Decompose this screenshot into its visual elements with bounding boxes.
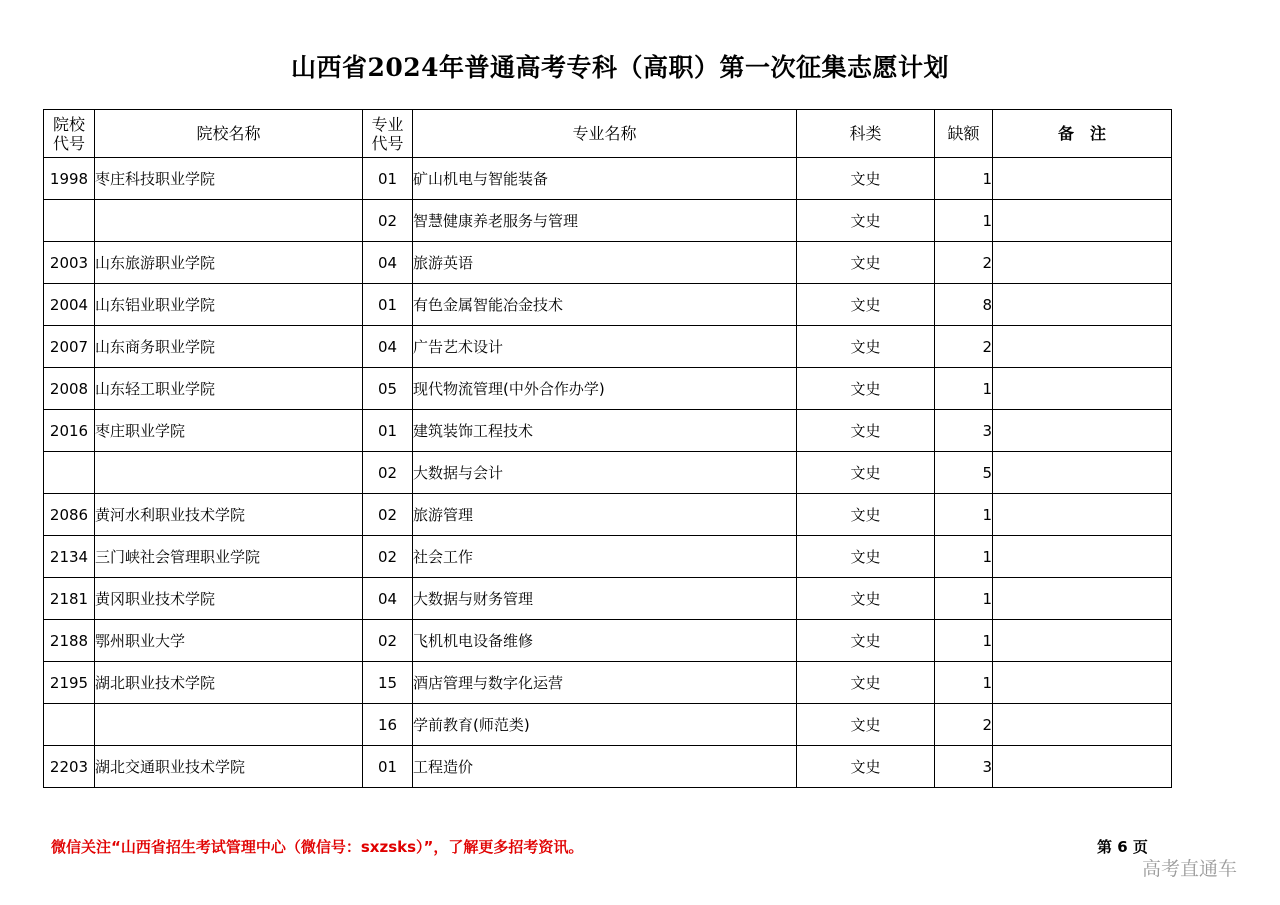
- remarks-cell: [993, 536, 1172, 578]
- vacancy-cell: 1: [935, 494, 993, 536]
- major-code-cell: 01: [363, 284, 413, 326]
- major-code-cell: 15: [363, 662, 413, 704]
- school-name-cell: [95, 704, 363, 746]
- school-code-cell: 2195: [44, 662, 95, 704]
- remarks-cell: [993, 746, 1172, 788]
- major-code-cell: 04: [363, 326, 413, 368]
- school-code-cell: [44, 200, 95, 242]
- major-name-cell: 社会工作: [413, 536, 797, 578]
- vacancy-cell: 3: [935, 746, 993, 788]
- major-code-cell: 01: [363, 746, 413, 788]
- vacancy-cell: 1: [935, 200, 993, 242]
- watermark-text: 高考直通车: [1142, 858, 1238, 880]
- header-major-code: 专业代号: [363, 110, 413, 158]
- vacancy-cell: 1: [935, 620, 993, 662]
- table-row: [44, 200, 1172, 242]
- plan-table: [43, 109, 1172, 788]
- table-row: [44, 662, 1172, 704]
- vacancy-cell: 1: [935, 578, 993, 620]
- school-code-cell: 2008: [44, 368, 95, 410]
- major-code-cell: 16: [363, 704, 413, 746]
- category-cell: 文史: [797, 242, 935, 284]
- major-code-cell: 04: [363, 242, 413, 284]
- remarks-cell: [993, 368, 1172, 410]
- vacancy-cell: 3: [935, 410, 993, 452]
- major-name-cell: 有色金属智能冶金技术: [413, 284, 797, 326]
- table-header-row: [44, 110, 1172, 158]
- category-cell: 文史: [797, 284, 935, 326]
- school-code-cell: [44, 452, 95, 494]
- table-row: [44, 368, 1172, 410]
- vacancy-cell: 2: [935, 326, 993, 368]
- school-code-cell: 2203: [44, 746, 95, 788]
- school-code-cell: 2007: [44, 326, 95, 368]
- major-code-cell: 01: [363, 410, 413, 452]
- major-name-cell: 大数据与会计: [413, 452, 797, 494]
- category-cell: 文史: [797, 620, 935, 662]
- header-vacancy: 缺额: [935, 110, 993, 158]
- school-name-cell: 黄冈职业技术学院: [95, 578, 363, 620]
- wechat-follow-note: 微信关注“山西省招生考试管理中心（微信号：sxzsks）”，了解更多招考资讯。: [51, 838, 584, 856]
- category-cell: 文史: [797, 536, 935, 578]
- vacancy-cell: 1: [935, 368, 993, 410]
- school-name-cell: 山东商务职业学院: [95, 326, 363, 368]
- category-cell: 文史: [797, 326, 935, 368]
- table-row: [44, 158, 1172, 200]
- remarks-cell: [993, 326, 1172, 368]
- header-school-name: 院校名称: [95, 110, 363, 158]
- school-code-cell: 2004: [44, 284, 95, 326]
- vacancy-cell: 1: [935, 158, 993, 200]
- remarks-cell: [993, 410, 1172, 452]
- remarks-cell: [993, 620, 1172, 662]
- remarks-cell: [993, 200, 1172, 242]
- table-row: [44, 746, 1172, 788]
- category-cell: 文史: [797, 368, 935, 410]
- major-name-cell: 学前教育(师范类): [413, 704, 797, 746]
- school-code-cell: 2016: [44, 410, 95, 452]
- school-name-cell: 山东轻工职业学院: [95, 368, 363, 410]
- remarks-cell: [993, 704, 1172, 746]
- major-code-cell: 05: [363, 368, 413, 410]
- remarks-cell: [993, 662, 1172, 704]
- major-name-cell: 飞机机电设备维修: [413, 620, 797, 662]
- major-name-cell: 大数据与财务管理: [413, 578, 797, 620]
- school-name-cell: [95, 452, 363, 494]
- school-code-cell: 1998: [44, 158, 95, 200]
- category-cell: 文史: [797, 662, 935, 704]
- major-name-cell: 旅游管理: [413, 494, 797, 536]
- table-row: [44, 326, 1172, 368]
- category-cell: 文史: [797, 410, 935, 452]
- table-row: [44, 620, 1172, 662]
- school-name-cell: 湖北交通职业技术学院: [95, 746, 363, 788]
- major-code-cell: 02: [363, 200, 413, 242]
- school-code-cell: 2181: [44, 578, 95, 620]
- school-name-cell: 鄂州职业大学: [95, 620, 363, 662]
- header-category: 科类: [797, 110, 935, 158]
- school-code-cell: 2188: [44, 620, 95, 662]
- table-row: [44, 536, 1172, 578]
- school-name-cell: 山东旅游职业学院: [95, 242, 363, 284]
- vacancy-cell: 2: [935, 704, 993, 746]
- table-row: [44, 578, 1172, 620]
- major-name-cell: 现代物流管理(中外合作办学): [413, 368, 797, 410]
- school-name-cell: [95, 200, 363, 242]
- school-code-cell: 2086: [44, 494, 95, 536]
- school-code-cell: 2134: [44, 536, 95, 578]
- school-name-cell: 湖北职业技术学院: [95, 662, 363, 704]
- category-cell: 文史: [797, 494, 935, 536]
- major-name-cell: 酒店管理与数字化运营: [413, 662, 797, 704]
- table-row: [44, 452, 1172, 494]
- school-name-cell: 山东铝业职业学院: [95, 284, 363, 326]
- table-row: [44, 242, 1172, 284]
- remarks-cell: [993, 158, 1172, 200]
- header-remarks: 备 注: [993, 110, 1172, 158]
- header-major-name: 专业名称: [413, 110, 797, 158]
- school-name-cell: 枣庄科技职业学院: [95, 158, 363, 200]
- school-code-cell: [44, 704, 95, 746]
- vacancy-cell: 2: [935, 242, 993, 284]
- school-name-cell: 三门峡社会管理职业学院: [95, 536, 363, 578]
- school-name-cell: 枣庄职业学院: [95, 410, 363, 452]
- major-code-cell: 02: [363, 494, 413, 536]
- table-row: [44, 704, 1172, 746]
- major-code-cell: 01: [363, 158, 413, 200]
- category-cell: 文史: [797, 746, 935, 788]
- remarks-cell: [993, 452, 1172, 494]
- major-code-cell: 02: [363, 620, 413, 662]
- major-name-cell: 建筑装饰工程技术: [413, 410, 797, 452]
- major-name-cell: 旅游英语: [413, 242, 797, 284]
- major-code-cell: 02: [363, 452, 413, 494]
- category-cell: 文史: [797, 704, 935, 746]
- school-name-cell: 黄河水利职业技术学院: [95, 494, 363, 536]
- category-cell: 文史: [797, 158, 935, 200]
- table-row: [44, 284, 1172, 326]
- remarks-cell: [993, 578, 1172, 620]
- remarks-cell: [993, 494, 1172, 536]
- header-school-code: 院校代号: [44, 110, 95, 158]
- page-number: 第 6 页: [1097, 838, 1148, 856]
- vacancy-cell: 1: [935, 662, 993, 704]
- major-code-cell: 04: [363, 578, 413, 620]
- school-code-cell: 2003: [44, 242, 95, 284]
- major-name-cell: 智慧健康养老服务与管理: [413, 200, 797, 242]
- category-cell: 文史: [797, 200, 935, 242]
- vacancy-cell: 1: [935, 536, 993, 578]
- vacancy-cell: 5: [935, 452, 993, 494]
- category-cell: 文史: [797, 578, 935, 620]
- major-name-cell: 广告艺术设计: [413, 326, 797, 368]
- remarks-cell: [993, 242, 1172, 284]
- category-cell: 文史: [797, 452, 935, 494]
- table-row: [44, 494, 1172, 536]
- table-row: [44, 410, 1172, 452]
- major-code-cell: 02: [363, 536, 413, 578]
- major-name-cell: 工程造价: [413, 746, 797, 788]
- page-title: 山西省2024年普通高考专科（高职）第一次征集志愿计划: [290, 53, 950, 82]
- vacancy-cell: 8: [935, 284, 993, 326]
- remarks-cell: [993, 284, 1172, 326]
- major-name-cell: 矿山机电与智能装备: [413, 158, 797, 200]
